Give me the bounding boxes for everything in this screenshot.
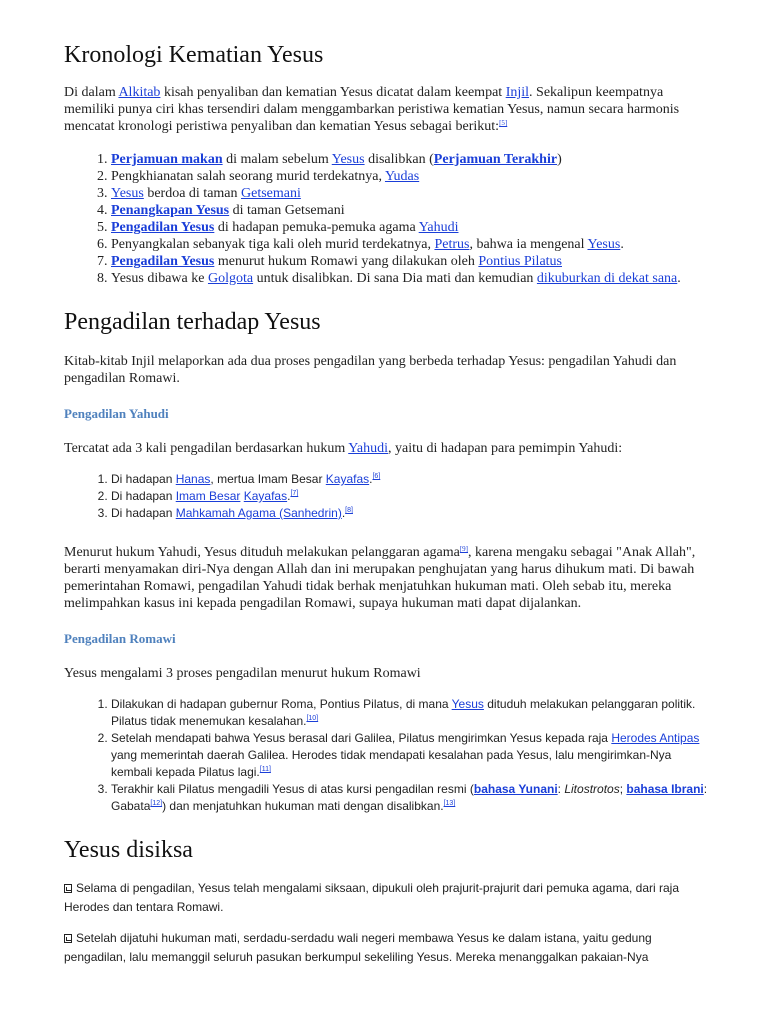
list-item (111, 730, 714, 781)
chronology-list (64, 151, 714, 287)
item-text: menurut hukum Romawi yang dilakukan oleh (214, 254, 479, 269)
link-yesus[interactable]: Yesus (331, 152, 365, 167)
romawi-paragraph: Yesus mengalami 3 proses pengadilan menurut hukum Romawi (64, 666, 421, 681)
section-title-kronologi: Kronologi Kematian Yesus (64, 42, 324, 68)
paragraph-text: , karena mengaku sebagai "Anak Allah", berarti menyamakan diri-Nya dengan Allah dan ini merupakan penghujatan yang harus dihukum mati. Di bawah pemerintahan Romawi, pengadilan Yahudi tidak berhak menjatuhkan hukuman mati. Oleh sebab itu, mereka melimpahkan kasus ini kepada pengadilan Romawi, supaya hukuman mati dapat dijalankan. (64, 545, 696, 611)
link-perjamuan-terakhir[interactable]: Perjamuan Terakhir (433, 152, 558, 167)
item-text: berdoa di taman (143, 186, 242, 201)
link-perjamuan-makan[interactable]: Perjamuan makan (111, 152, 223, 167)
list-item (111, 236, 714, 253)
item-text: ) (557, 152, 562, 167)
item-text: . (341, 506, 346, 520)
footnote-ref[interactable]: [8] (345, 507, 353, 514)
item-text: Penyangkalan sebanyak tiga kali oleh murid terdekatnya, (111, 237, 435, 252)
item-text: : Gabata (111, 782, 708, 813)
list-item (111, 696, 714, 730)
item-text: . (369, 472, 373, 486)
paragraph-text: Menurut hukum Yahudi, Yesus dituduh melakukan pelanggaran agama (64, 545, 460, 560)
link-yahudi[interactable]: Yahudi (348, 441, 389, 456)
item-text: ) dan menjatuhkan hukuman mati dengan disalibkan. (162, 799, 444, 813)
intro-text: kisah penyaliban dan kematian Yesus dicatat dalam keempat (160, 85, 506, 100)
item-text: Di hadapan (111, 506, 176, 520)
list-item (111, 270, 714, 287)
item-text: : (557, 782, 565, 796)
item-text: . (287, 489, 291, 503)
list-item (111, 185, 714, 202)
link-pontius-pilatus[interactable]: Pontius Pilatus (478, 254, 562, 269)
hukum-yahudi-paragraph (64, 544, 714, 612)
item-text: , bahwa ia mengenal (469, 237, 588, 252)
item-text: Terakhir kali Pilatus mengadili Yesus di atas kursi pengadilan resmi ( (111, 782, 474, 796)
item-text: di hadapan pemuka-pemuka agama (214, 220, 419, 235)
link-yesus[interactable]: Yesus (451, 697, 484, 711)
link-mahkamah-agama[interactable]: Mahkamah Agama (Sanhedrin) (175, 506, 342, 520)
list-item (111, 151, 714, 168)
footnote-ref[interactable]: [12] (150, 800, 163, 807)
link-alkitab[interactable]: Alkitab (118, 85, 161, 100)
link-petrus[interactable]: Petrus (434, 237, 470, 252)
link-bahasa-ibrani[interactable]: bahasa Ibrani (626, 782, 704, 796)
list-item (111, 219, 714, 236)
link-bahasa-yunani[interactable]: bahasa Yunani (473, 782, 558, 796)
link-penangkapan-yesus[interactable]: Penangkapan Yesus (111, 203, 230, 218)
section-title-pengadilan: Pengadilan terhadap Yesus (64, 309, 321, 335)
link-herodes-antipas[interactable]: Herodes Antipas (611, 731, 700, 745)
paragraph-text: , yaitu di hadapan para pemimpin Yahudi: (388, 441, 623, 456)
footnote-ref[interactable]: [6] (372, 473, 381, 480)
item-text: disalibkan ( (364, 152, 434, 167)
checkbox-icon (64, 884, 72, 893)
item-text: Pengkhianatan salah seorang murid terdekatnya, (111, 169, 385, 184)
intro-text: Di dalam (64, 85, 119, 100)
footnote-ref[interactable]: [5] (499, 119, 508, 127)
list-item (111, 471, 714, 488)
item-text: Setelah mendapati bahwa Yesus berasal dari Galilea, Pilatus mengirimkan Yesus kepada raja (111, 731, 612, 745)
list-item (111, 253, 714, 270)
link-yudas[interactable]: Yudas (384, 169, 420, 184)
link-yesus[interactable]: Yesus (587, 237, 621, 252)
item-text: ; (619, 782, 627, 796)
list-item (111, 505, 714, 522)
intro-text: . Sekalipun keempatnya memiliki punya ciri khas tersendiri dalam menggambarkan peristiwa kematian Yesus, namun secara harmonis mencatat kronologi peristiwa penyaliban dan kematian Yesus sebagai berikut: (64, 85, 680, 134)
disiksa-paragraph-1 (64, 879, 714, 917)
footnote-ref[interactable]: [7] (290, 490, 299, 497)
link-kayafas[interactable]: Kayafas (325, 472, 370, 486)
link-pengadilan-yesus[interactable]: Pengadilan Yesus (111, 220, 215, 235)
item-text: , mertua Imam Besar (210, 472, 326, 486)
checkbox-icon (64, 934, 72, 943)
item-text: Di hadapan (111, 472, 176, 486)
yahudi-trial-list (64, 471, 714, 522)
list-item (111, 781, 714, 815)
disiksa-paragraph-2 (64, 929, 714, 967)
yahudi-paragraph (64, 440, 714, 457)
item-text: Yesus dibawa ke (111, 271, 208, 286)
footnote-ref[interactable]: [11] (259, 766, 271, 773)
footnote-ref[interactable]: [9] (459, 545, 469, 553)
item-text: Di hadapan (111, 489, 176, 503)
item-text: Dilakukan di hadapan gubernur Roma, Pontius Pilatus, di mana (111, 697, 452, 711)
item-text: di malam sebelum (222, 152, 332, 167)
item-text: Litostrotos (564, 782, 620, 796)
document-page (64, 40, 714, 967)
item-text: . (677, 271, 681, 286)
footnote-ref[interactable]: [13] (443, 800, 456, 807)
item-text: dituduh melakukan pelanggaran politik. Pilatus tidak menemukan kesalahan. (111, 697, 696, 728)
list-item (111, 202, 714, 219)
link-golgota[interactable]: Golgota (207, 271, 254, 286)
section-title-disiksa: Yesus disiksa (64, 837, 193, 863)
paragraph-text: Selama di pengadilan, Yesus telah mengalami siksaan, dipukuli oleh prajurit-prajurit dari pemuka agama, dari raja Herodes dan tentara Romawi. (64, 881, 680, 914)
list-item (111, 488, 714, 505)
paragraph-text: Tercatat ada 3 kali pengadilan berdasarkan hukum (64, 441, 349, 456)
item-text: di taman Getsemani (229, 203, 345, 218)
footnote-ref[interactable]: [10] (306, 715, 319, 722)
link-pengadilan-yesus[interactable]: Pengadilan Yesus (111, 254, 215, 269)
list-item (111, 168, 714, 185)
link-yahudi[interactable]: Yahudi (418, 220, 459, 235)
link-getsemani[interactable]: Getsemani (241, 186, 301, 201)
link-imam-besar[interactable]: Imam Besar (175, 489, 241, 503)
link-dikuburkan[interactable]: dikuburkan di dekat sana (536, 271, 678, 286)
link-kayafas[interactable]: Kayafas (243, 489, 288, 503)
paragraph-text: Setelah dijatuhi hukuman mati, serdadu-serdadu wali negeri membawa Yesus ke dalam istana, yaitu gedung pengadilan, lalu memanggil seluruh pasukan berkumpul sekeliling Yesus. Mereka menanggalkan pakaian-Nya (64, 931, 652, 964)
subheading-pengadilan-romawi: Pengadilan Romawi (64, 631, 176, 646)
item-text: . (620, 237, 624, 252)
pengadilan-intro: Kitab-kitab Injil melaporkan ada dua proses pengadilan yang berbeda terhadap Yesus: pengadilan Yahudi dan pengadilan Romawi. (64, 354, 677, 386)
link-injil[interactable]: Injil (505, 85, 530, 100)
item-text: yang memerintah daerah Galilea. Herodes tidak mendapati kesalahan pada Yesus, lalu mengirimkan-Nya kembali kepada Pilatus lagi. (111, 748, 672, 779)
intro-paragraph (64, 84, 714, 135)
item-text: untuk disalibkan. Di sana Dia mati dan kemudian (253, 271, 537, 286)
link-hanas[interactable]: Hanas (175, 472, 211, 486)
romawi-trial-list (64, 696, 714, 815)
subheading-pengadilan-yahudi: Pengadilan Yahudi (64, 406, 169, 421)
link-yesus[interactable]: Yesus (111, 186, 144, 201)
